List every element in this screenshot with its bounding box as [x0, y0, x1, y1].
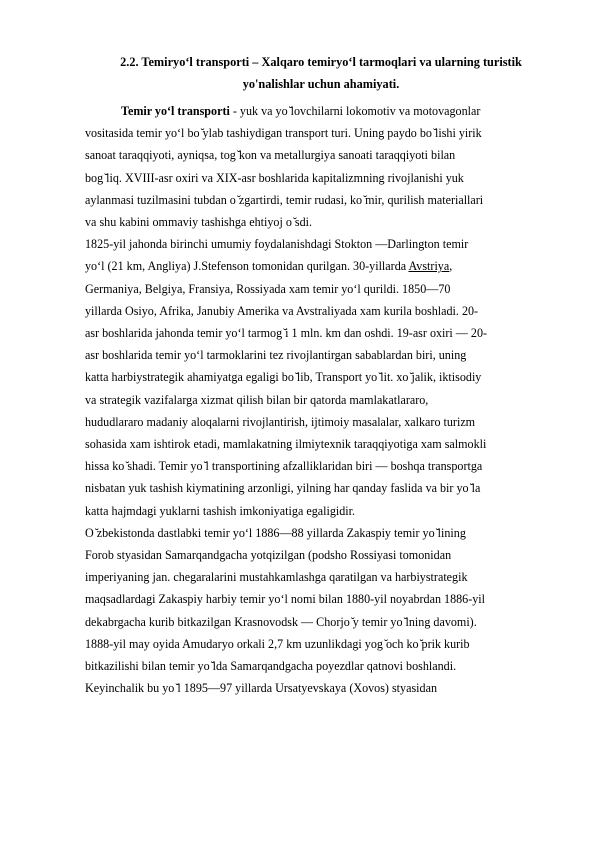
paragraph-line: nisbatan yuk tashish kiymatining arzonligi, yilning har qanday faslida va bir yo ̆la	[85, 481, 481, 496]
paragraph-line: hududlararo madaniy aloqalarni rivojlantirish, ijtimoiy masalalar, xalkaro turizm	[85, 414, 476, 429]
paragraph-line: bitkazilishi bilan temir yo ̆lda Samarqandgacha poyezdlar qatnovi boshlandi.	[85, 659, 457, 674]
paragraph-line: va shu kabini ommaviy tashishga ehtiyoj o ̆sdi.	[85, 215, 313, 230]
paragraph-line: imperiyaning jan. chegaralarini mustahkamlashga qaratilgan va harbiystrategik	[85, 570, 468, 585]
paragraph-line: Keyinchalik bu yo ̆l 1895—97 yillarda Ursatyevskaya (Xovos) styasidan	[85, 681, 437, 696]
section-heading-line-1: 2.2. Temiryo‘l transporti – Xalqaro temiryo‘l tarmoqlari va ularning turistik	[120, 55, 522, 69]
paragraph-line: asr boshlarida jahonda temir yo‘l tarmog ̆i 1 mln. km dan oshdi. 19-asr oxiri — 20-	[85, 326, 488, 341]
paragraph-line: 1825-yil jahonda birinchi umumiy foydalanishdagi Stokton —Darlington temir	[85, 237, 469, 252]
paragraph-line: katta harbiystrategik ahamiyatga egaligi bo ̆lib, Transport yo ̆lit. xo ̆jalik, iktisodiy	[85, 370, 482, 385]
term-railway-transport: Temir yo‘l transporti	[121, 104, 230, 118]
paragraph-line: yillarda Osiyo, Afrika, Janubiy Amerika va Avstraliyada xam kurila boshladi. 20-	[85, 303, 479, 318]
document-page	[85, 51, 555, 699]
section-heading	[85, 51, 555, 95]
paragraph-text: - yuk va yo ̆lovchilarni lokomotiv va motovagonlar	[229, 104, 481, 118]
paragraph-line	[85, 255, 555, 277]
paragraph-line: vositasida temir yo‘l bo ̆ylab tashiydigan transport turi. Uning paydo bo ̆lishi yirik	[85, 126, 482, 141]
paragraph-line: dekabrgacha kurib bitkazilgan Krasnovodsk — Chorjo ̆y temir yo ̆lning davomi).	[85, 614, 477, 629]
paragraph-uzbekistan-railway	[85, 522, 555, 700]
paragraph-line: katta hajmdagi yuklarni tashish imkoniyatiga egaligidir.	[85, 503, 356, 518]
paragraph-line: Forob styasidan Samarqandgacha yotqizilgan (podsho Rossiyasi tomonidan	[85, 548, 452, 563]
paragraph-line: maqsadlardagi Zakaspiy harbiy temir yo‘l nomi bilan 1880-yil noyabrdan 1886-yil	[85, 592, 486, 607]
paragraph-railway-definition	[85, 100, 555, 233]
paragraph-line: sohasida xam ishtirok etadi, mamlakatning ilmiytexnik taraqqiyotiga xam salmokli	[85, 437, 487, 452]
link-avstriya[interactable]: Avstriya	[408, 259, 450, 274]
paragraph-text: yo‘l (21 km, Angliya) J.Stefenson tomonidan qurilgan. 30-yillarda	[85, 259, 409, 274]
paragraph-line: va strategik vazifalarga xizmat qilish bilan bir qatorda mamlakatlararo,	[85, 392, 429, 407]
paragraph-line: aylanmasi tuzilmasini tubdan o ̆zgartirdi, temir rudasi, ko ̆mir, qurilish materiallari	[85, 192, 484, 207]
paragraph-line: sanoat taraqqiyoti, ayniqsa, tog ̆kon va metallurgiya sanoati taraqqiyoti bilan	[85, 148, 456, 163]
paragraph-text: ,	[449, 259, 453, 274]
section-heading-line-2: yo'nalishlar uchun ahamiyati.	[242, 77, 400, 91]
paragraph-railway-history	[85, 233, 555, 522]
paragraph-line: bog ̆liq. XVIII-asr oxiri va XIX-asr boshlarida kapitalizmning rivojlanishi yuk	[85, 170, 464, 185]
paragraph-line: hissa ko ̆shadi. Temir yo ̆l transportining afzalliklaridan biri — boshqa transportga	[85, 459, 483, 474]
paragraph-line: 1888-yil may oyida Amudaryo orkali 2,7 km uzunlikdagi yog ̆och ko ̆prik kurib	[85, 636, 470, 651]
paragraph-line: asr boshlarida temir yo‘l tarmoklarini tez rivojlantirgan sabablardan biri, uning	[85, 348, 467, 363]
document-body	[85, 100, 555, 699]
paragraph-line: O ̆zbekistonda dastlabki temir yo‘l 1886—88 yillarda Zakaspiy temir yo ̆lining	[85, 525, 466, 540]
paragraph-line: Germaniya, Belgiya, Fransiya, Rossiyada xam temir yo‘l qurildi. 1850—70	[85, 281, 451, 296]
paragraph-line	[85, 100, 555, 122]
